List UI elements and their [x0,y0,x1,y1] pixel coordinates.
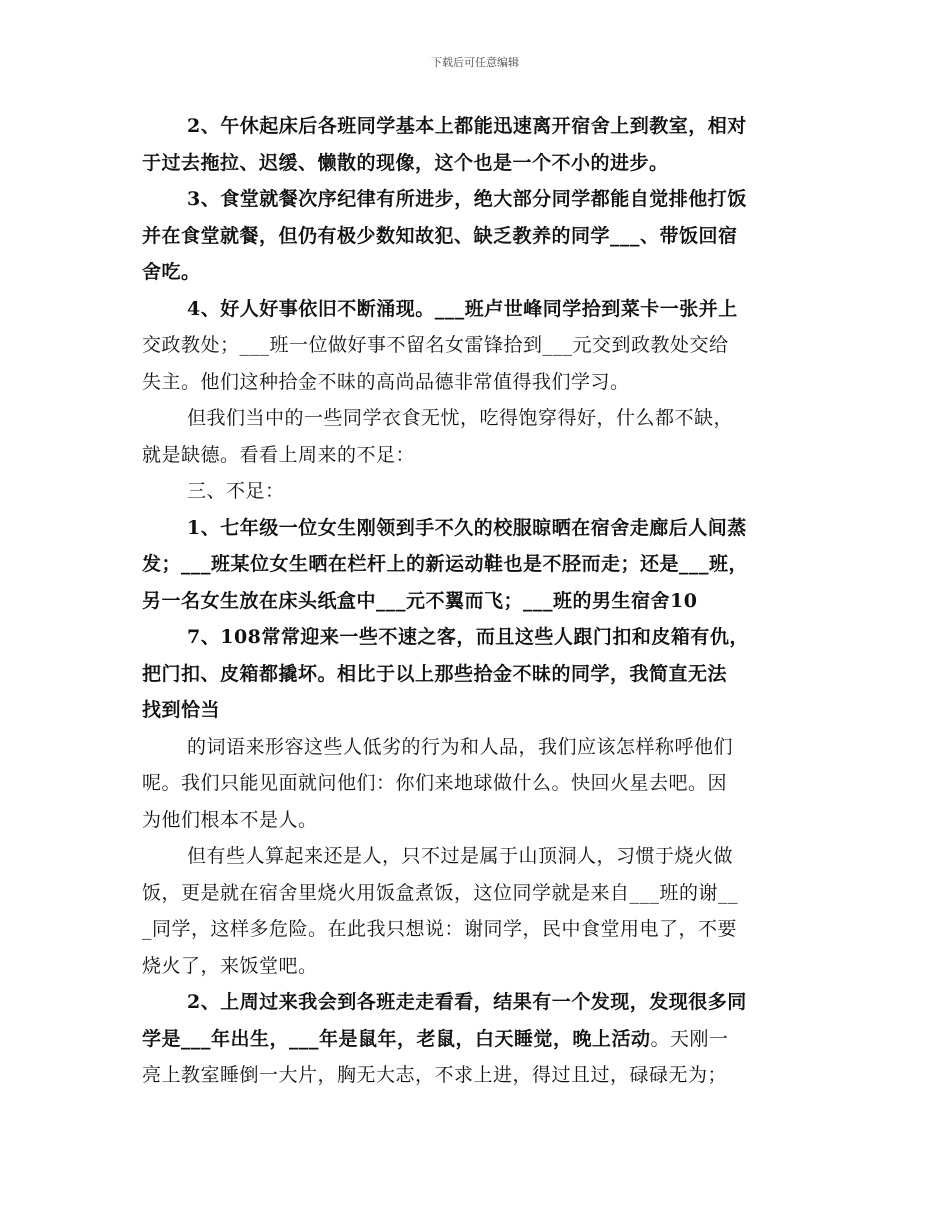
text-line-content: 找到恰当 [142,699,221,721]
text-line-content: 2、午休起床后各班同学基本上都能迅速离开宿舍上到教室，相对 [187,115,747,137]
text-line [142,619,812,656]
text-line-content: 3、食堂就餐次序纪律有所进步，绝大部分同学都能自觉排他打饭 [187,188,747,210]
text-line-content: 2、上周过来我会到各班走走看看，结果有一个发现，发现很多同 [187,991,747,1013]
text-line-content: 交政教处；___班一位做好事不留名女雷锋拾到___元交到政教处交给 [142,334,729,356]
document-body [142,108,812,1094]
text-line [142,948,812,985]
text-line [142,437,812,474]
text-line [142,692,812,729]
text-line-content: 把门扣、皮箱都撬坏。相比于以上那些拾金不昧的同学，我简直无法 [142,662,728,685]
text-line [142,510,812,547]
page-header: 下载后可任意编辑 [431,56,519,69]
text-line-content: 发；___班某位女生晒在栏杆上的新运动鞋也是不胫而走；还是___班， [142,553,749,575]
text-line [142,656,812,693]
text-line [142,838,812,875]
text-line-content: 失主。他们这种拾金不昧的高尚品德非常值得我们学习。 [142,370,630,393]
text-line [142,546,812,583]
text-line-content: 就是缺德。看看上周来的不足： [142,443,416,466]
text-line [142,911,812,948]
text-line-content: 但有些人算起来还是人，只不过是属于山顶洞人，习惯于烧火做 [187,845,734,867]
text-line [142,291,812,328]
text-line [142,327,812,364]
text-line-content: 于过去拖拉、迟缓、懒散的现像，这个也是一个不小的进步。 [142,151,669,174]
text-line-content: 并在食堂就餐，但仍有极少数知故犯、缺乏教养的同学___、带饭回宿 [142,224,738,247]
text-line [142,108,812,145]
text-line-content: 但我们当中的一些同学衣食无忧，吃得饱穿得好，什么都不缺， [187,407,734,429]
text-line [142,1021,812,1058]
text-line-content: 三、不足： [187,480,285,502]
text-line [142,729,812,766]
text-line-content: 饭，更是就在宿舍里烧火用饭盒煮饭，这位同学就是来自___班的谢__ [142,881,739,904]
text-line-content: 亮上教室睡倒一大片，胸无大志，不求上进，得过且过，碌碌无为； [142,1064,728,1086]
text-line [142,218,812,255]
text-line [142,400,812,437]
text-line [142,802,812,839]
text-line [142,181,812,218]
text-line-content: 呢。我们只能见面就问他们：你们来地球做什么。快回火星去吧。因 [142,772,728,794]
text-line-content: 7、108常常迎来一些不速之客，而且这些人跟门扣和皮箱有仇， [187,626,749,648]
text-line [142,145,812,182]
text-line [142,473,812,510]
text-line [142,765,812,802]
text-line [142,364,812,401]
text-line-content: 学是___年出生，___年是鼠年，老鼠，白天睡觉，晚上活动 [142,1027,651,1050]
text-line [142,254,812,291]
text-line-content: 烧火了，来饭堂吧。 [142,954,318,977]
text-line-content: 4、好人好事依旧不断涌现。___班卢世峰同学拾到菜卡一张并上 [187,297,738,320]
text-line-content: 1、七年级一位女生刚领到手不久的校服晾晒在宿舍走廊后人间蒸 [187,516,747,539]
text-line-content: 的词语来形容这些人低劣的行为和人品，我们应该怎样称呼他们 [187,735,734,758]
text-line [142,984,812,1021]
text-line-content: 为他们根本不是人。 [142,808,318,831]
text-line [142,1057,812,1094]
text-line [142,875,812,912]
text-line-content: _同学，这样多危险。在此我只想说：谢同学，民中食堂用电了，不要 [142,918,738,940]
text-line-content: 另一名女生放在床头纸盒中___元不翼而飞；___班的男生宿舍10 [142,589,698,612]
text-line [142,583,812,620]
text-line-content: 舍吃。 [142,261,201,283]
text-line-tail: 。天刚一 [650,1027,729,1050]
